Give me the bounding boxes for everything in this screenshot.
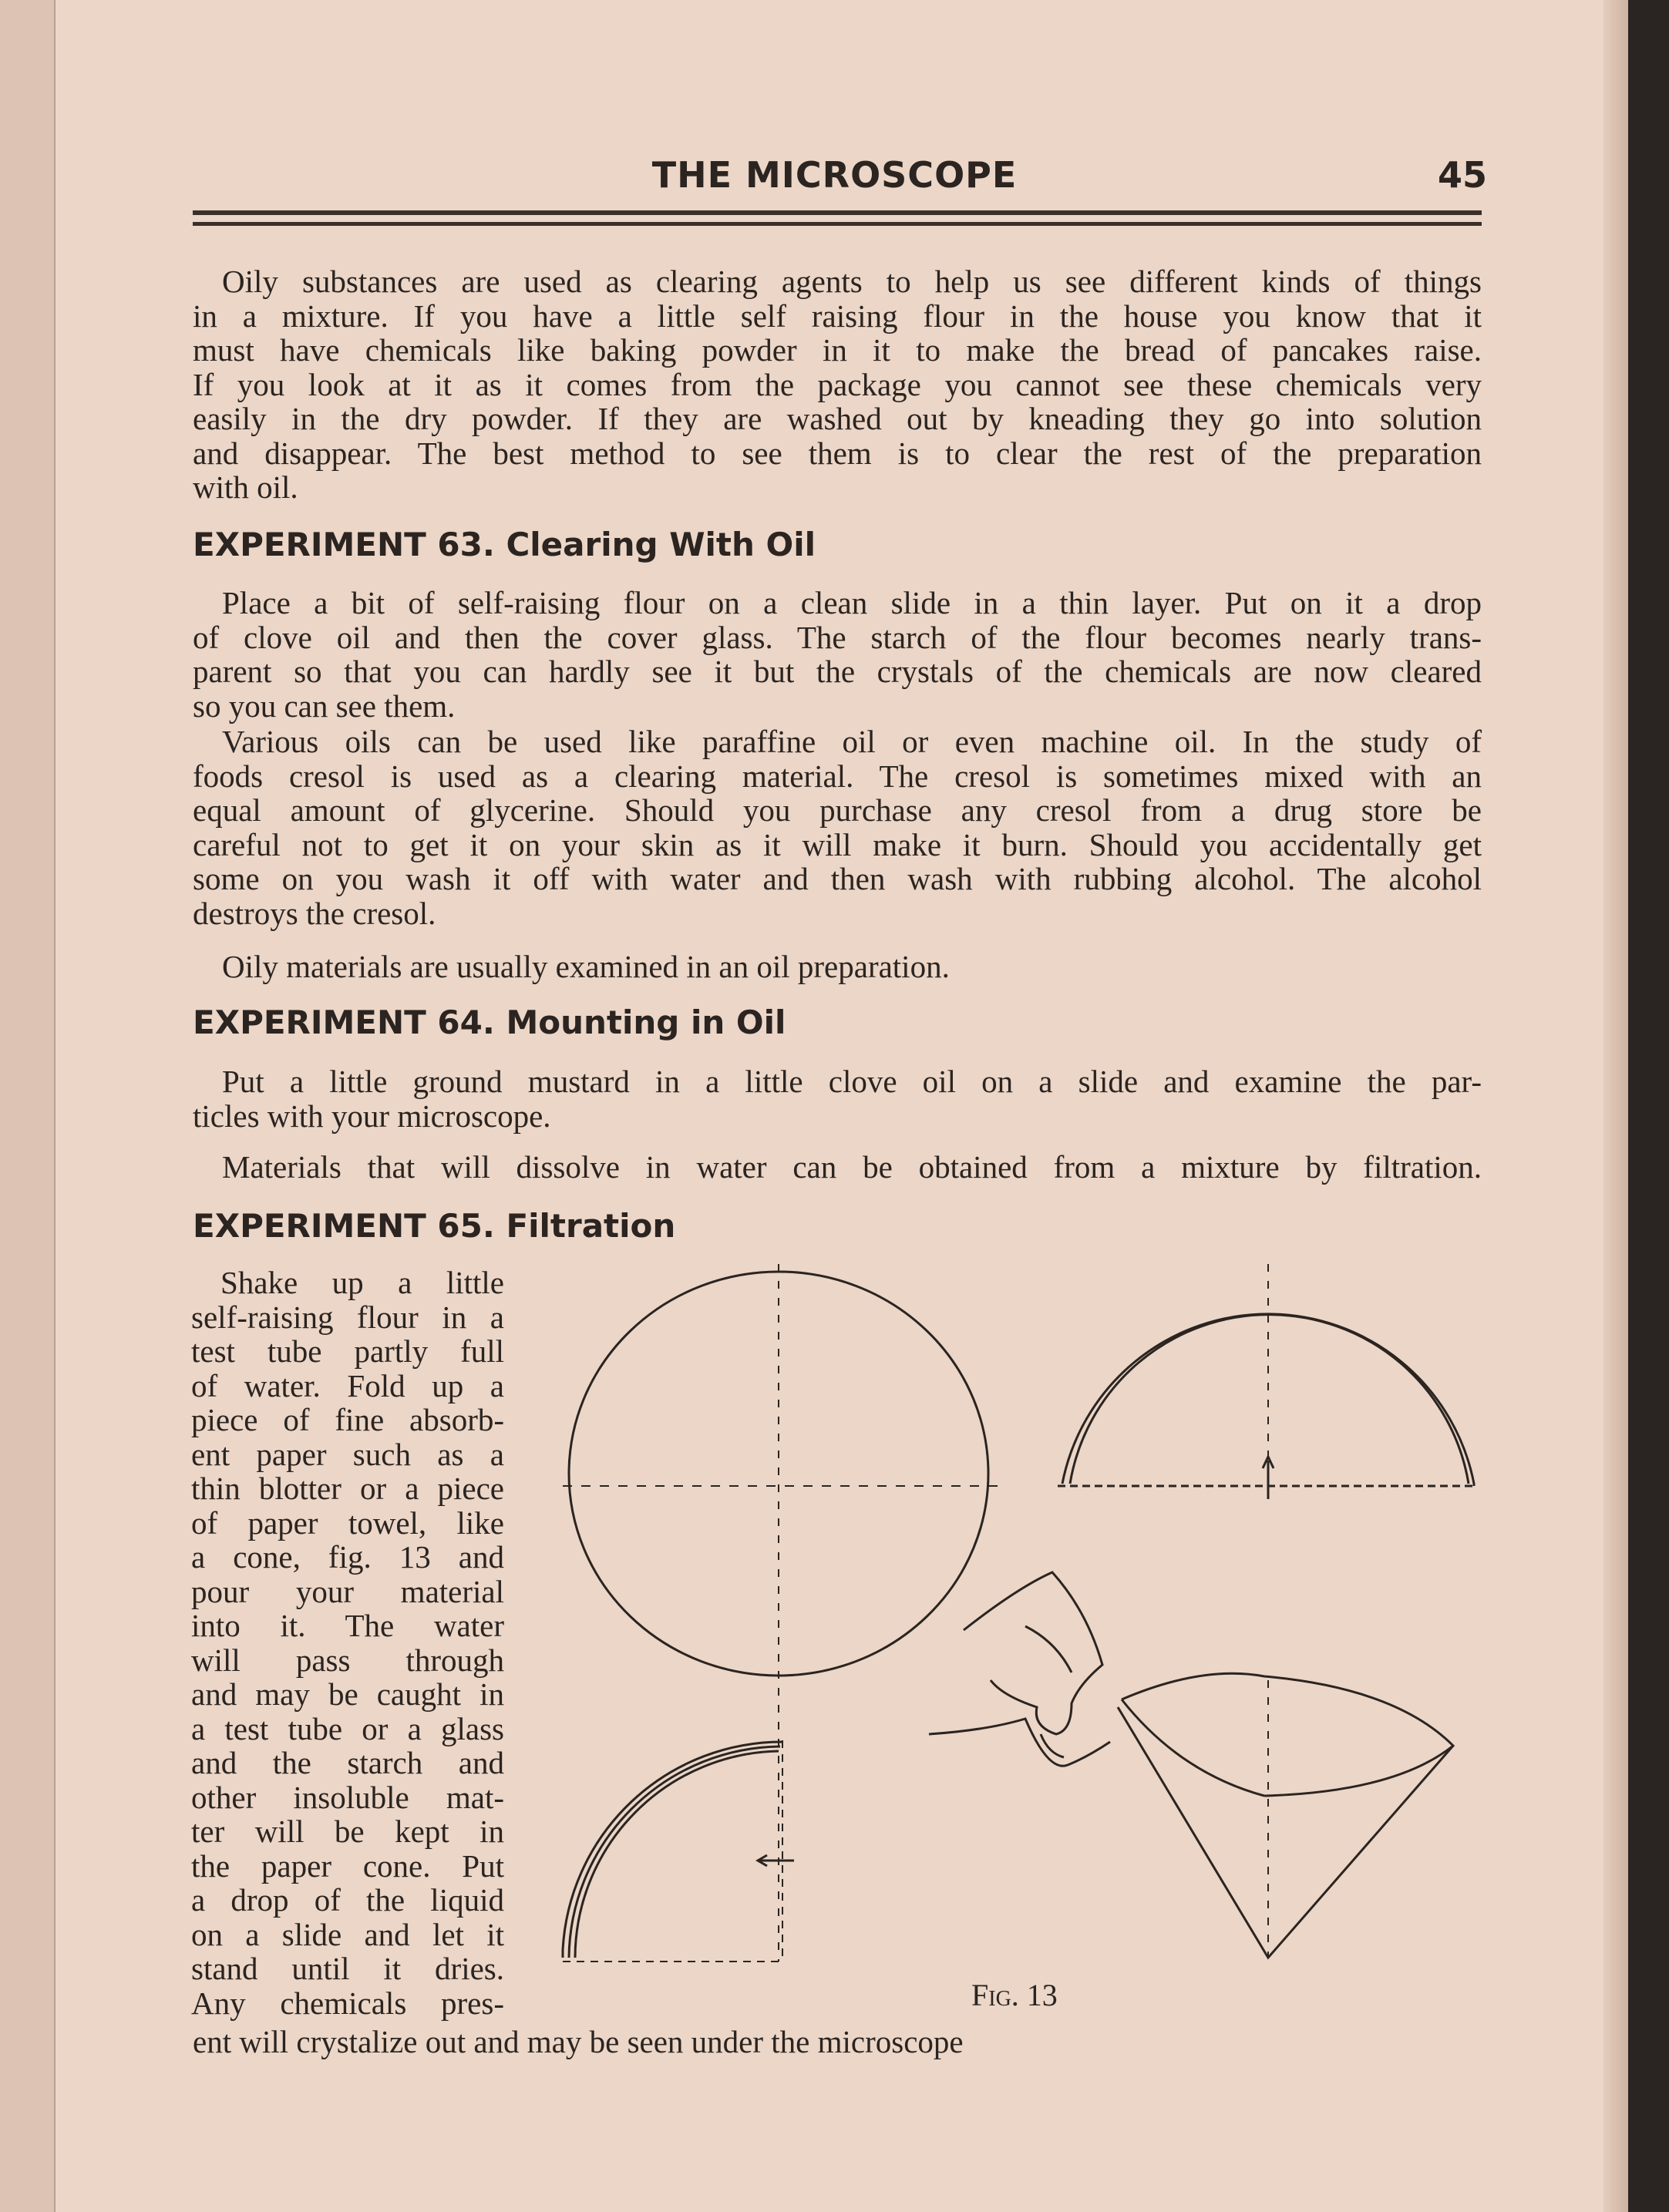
text-line: self-raising flour in a [191, 1299, 504, 1335]
text-line: Put a little ground mustard in a little clove oil on a slide and examine the par- [222, 1064, 1482, 1099]
text-line: equal amount of glycerine. Should you purchase any cresol from a drug store be [193, 792, 1482, 828]
running-header: THE MICROSCOPE [651, 154, 1018, 196]
text-line: Oily materials are usually examined in an oil preparation. [222, 949, 950, 984]
text-line: will pass through [191, 1642, 504, 1678]
text-line: If you look at it as it comes from the package you cannot see these chemicals very [193, 366, 1482, 402]
text-line: a drop of the liquid [191, 1882, 504, 1918]
experiment-63-heading: EXPERIMENT 63. Clearing With Oil [193, 526, 816, 563]
text-line: ticles with your microscope. [193, 1098, 551, 1134]
quarter-fold-diagram [563, 1740, 794, 1962]
text-line: and may be caught in [191, 1676, 504, 1712]
text-line: foods cresol is used as a clearing material. The cresol is sometimes mixed with an [193, 758, 1482, 794]
text-line: some on you wash it off with water and then wash with rubbing alcohol. The alcohol [193, 861, 1482, 896]
text-line: a test tube or a glass [191, 1710, 504, 1746]
text-line: test tube partly full [191, 1333, 504, 1369]
page-number: 45 [1438, 154, 1488, 196]
text-line: in a mixture. If you have a little self raising flour in the house you know that it [193, 298, 1482, 334]
text-line: stand until it dries. [191, 1951, 504, 1986]
text-line: Place a bit of self-raising flour on a clean slide in a thin layer. Put on it a drop [222, 585, 1482, 620]
text-line: of clove oil and then the cover glass. The starch of the flour becomes nearly trans- [193, 619, 1482, 655]
text-line: and disappear. The best method to see them is to clear the rest of the preparation [193, 435, 1482, 471]
text-line: careful not to get it on your skin as it will make it burn. Should you accidentally get [193, 826, 1482, 862]
text-line: of paper towel, like [191, 1504, 504, 1541]
text-line: Any chemicals pres- [191, 1985, 504, 2021]
text-line: Oily substances are used as clearing agents to help us see different kinds of things [222, 264, 1482, 299]
text-line: on a slide and let it [191, 1916, 504, 1952]
text-line: and the starch and [191, 1745, 504, 1780]
text-line: Shake up a little [220, 1265, 504, 1300]
text-line: parent so that you can hardly see it but the crystals of the chemicals are now cleared [193, 654, 1482, 689]
text-line: piece of fine absorb- [191, 1402, 504, 1437]
figure-caption: Fig. 13 [971, 1978, 1058, 2012]
text-line: thin blotter or a piece [191, 1471, 504, 1506]
text-line: a cone, fig. 13 and [191, 1539, 504, 1575]
text-line: must have chemicals like baking powder in it to make the bread of pancakes raise. [193, 332, 1482, 368]
text-line: ent paper such as a [191, 1436, 504, 1472]
text-line: so you can see them. [193, 687, 456, 724]
text-line: destroys the cresol. [193, 895, 436, 931]
text-line: pour your material [191, 1573, 504, 1609]
text-line: ent will crystalize out and may be seen under the microscope [193, 2024, 964, 2059]
experiment-65-heading: EXPERIMENT 65. Filtration [193, 1207, 676, 1245]
text-line: the paper cone. Put [191, 1847, 504, 1884]
text-line: Materials that will dissolve in water can be obtained from a mixture by filtration. [222, 1149, 1482, 1185]
text-line: ter will be kept in [191, 1814, 504, 1849]
experiment-64-heading: EXPERIMENT 64. Mounting in Oil [193, 1003, 786, 1041]
text-line: Various oils can be used like paraffine oil or even machine oil. In the study of [222, 724, 1482, 759]
text-line: easily in the dry powder. If they are washed out by kneading they go into solution [193, 401, 1482, 436]
text-line: other insoluble mat- [191, 1779, 504, 1815]
text-line: of water. Fold up a [191, 1367, 504, 1404]
text-line: into it. The water [191, 1608, 504, 1643]
text-line: with oil. [193, 469, 298, 505]
hand-holding-cone-diagram [929, 1572, 1453, 1958]
half-fold-diagram [1058, 1264, 1476, 1499]
